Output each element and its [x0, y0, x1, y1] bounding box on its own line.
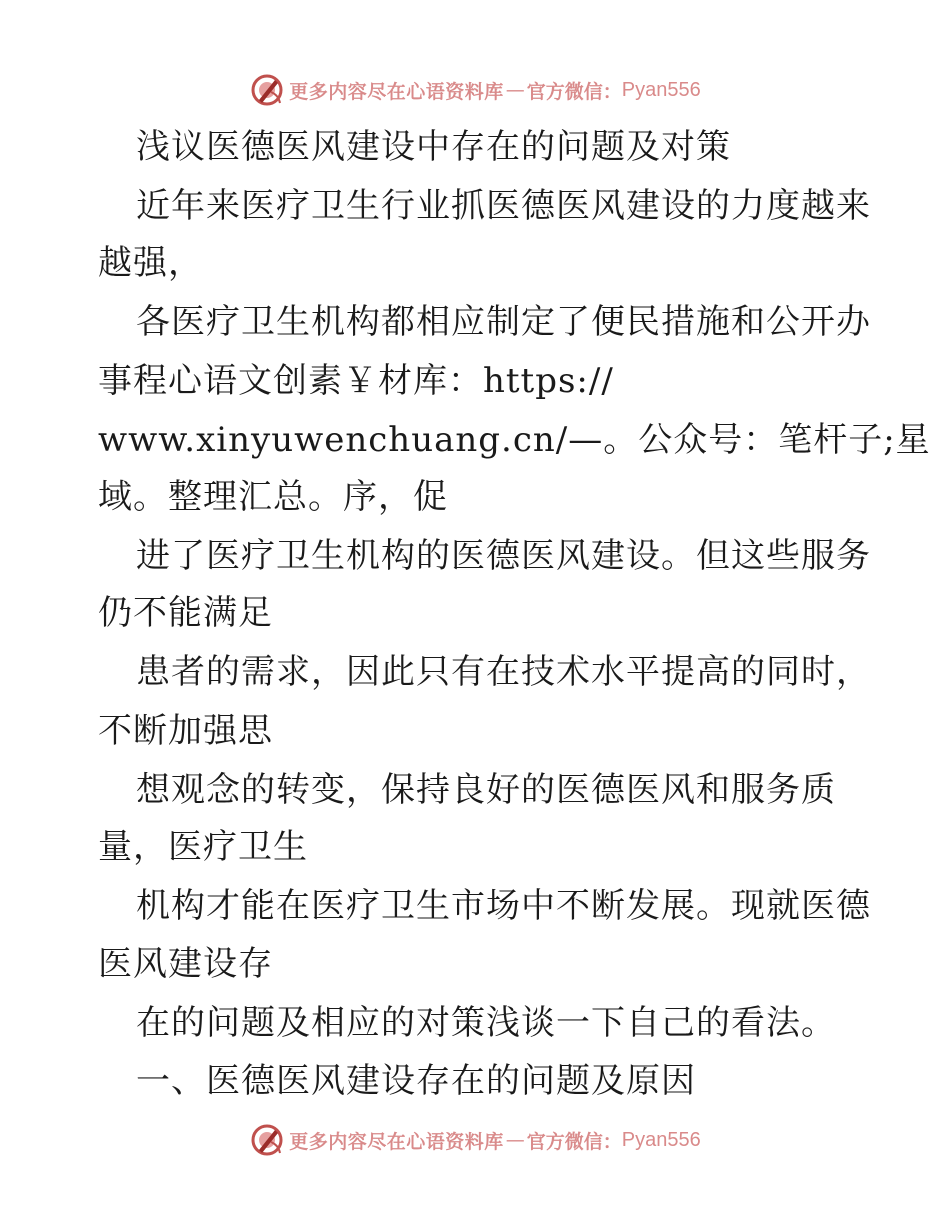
watermark-brand-text: 更多内容尽在心语资料库 [289, 80, 504, 103]
watermark-separator: — [505, 1129, 525, 1151]
paragraph-line: 想观念的转变，保持良好的医德医风和服务质 [136, 770, 836, 810]
paragraph-line: 患者的需求，因此只有在技术水平提高的同时， [136, 652, 871, 692]
section-heading: 一、医德医风建设存在的问题及原因 [136, 1061, 696, 1101]
footer-watermark [0, 1122, 950, 1158]
paragraph-line: 机构才能在医疗卫生市场中不断发展。现就医德 [136, 886, 871, 926]
paragraph-line: 近年来医疗卫生行业抓医德医风建设的力度越来 [136, 186, 871, 226]
watermark-brand-text: 更多内容尽在心语资料库 [289, 1130, 504, 1153]
paragraph-line: 各医疗卫生机构都相应制定了便民措施和公开办 [136, 302, 871, 342]
paragraph-line: 域。整理汇总。序，促 [98, 477, 448, 517]
paragraph-line: 量，医疗卫生 [98, 827, 308, 867]
paragraph-line: 仍不能满足 [98, 593, 273, 633]
paragraph-line: 医风建设存 [98, 944, 273, 984]
watermark-separator: — [505, 79, 525, 101]
paragraph-line: 越强， [98, 243, 203, 283]
paragraph-line: 进了医疗卫生机构的医德医风建设。但这些服务 [136, 536, 871, 576]
watermark-label: 官方微信： [526, 1130, 622, 1153]
paragraph-line: www.xinyuwenchuang.cn/—。公众号：笔杆子;星 [98, 420, 931, 460]
paragraph-line: 事程心语文创素￥材库：https:// [98, 361, 614, 401]
brush-logo-icon [249, 1122, 285, 1158]
paragraph-line: 在的问题及相应的对策浅谈一下自己的看法。 [136, 1003, 836, 1043]
watermark-label: 官方微信： [526, 80, 622, 103]
watermark-wechat-id: Pyan556 [621, 1128, 701, 1151]
document-title: 浅议医德医风建设中存在的问题及对策 [136, 127, 731, 167]
watermark-wechat-id: Pyan556 [621, 78, 701, 101]
paragraph-line: 不断加强思 [98, 711, 273, 751]
